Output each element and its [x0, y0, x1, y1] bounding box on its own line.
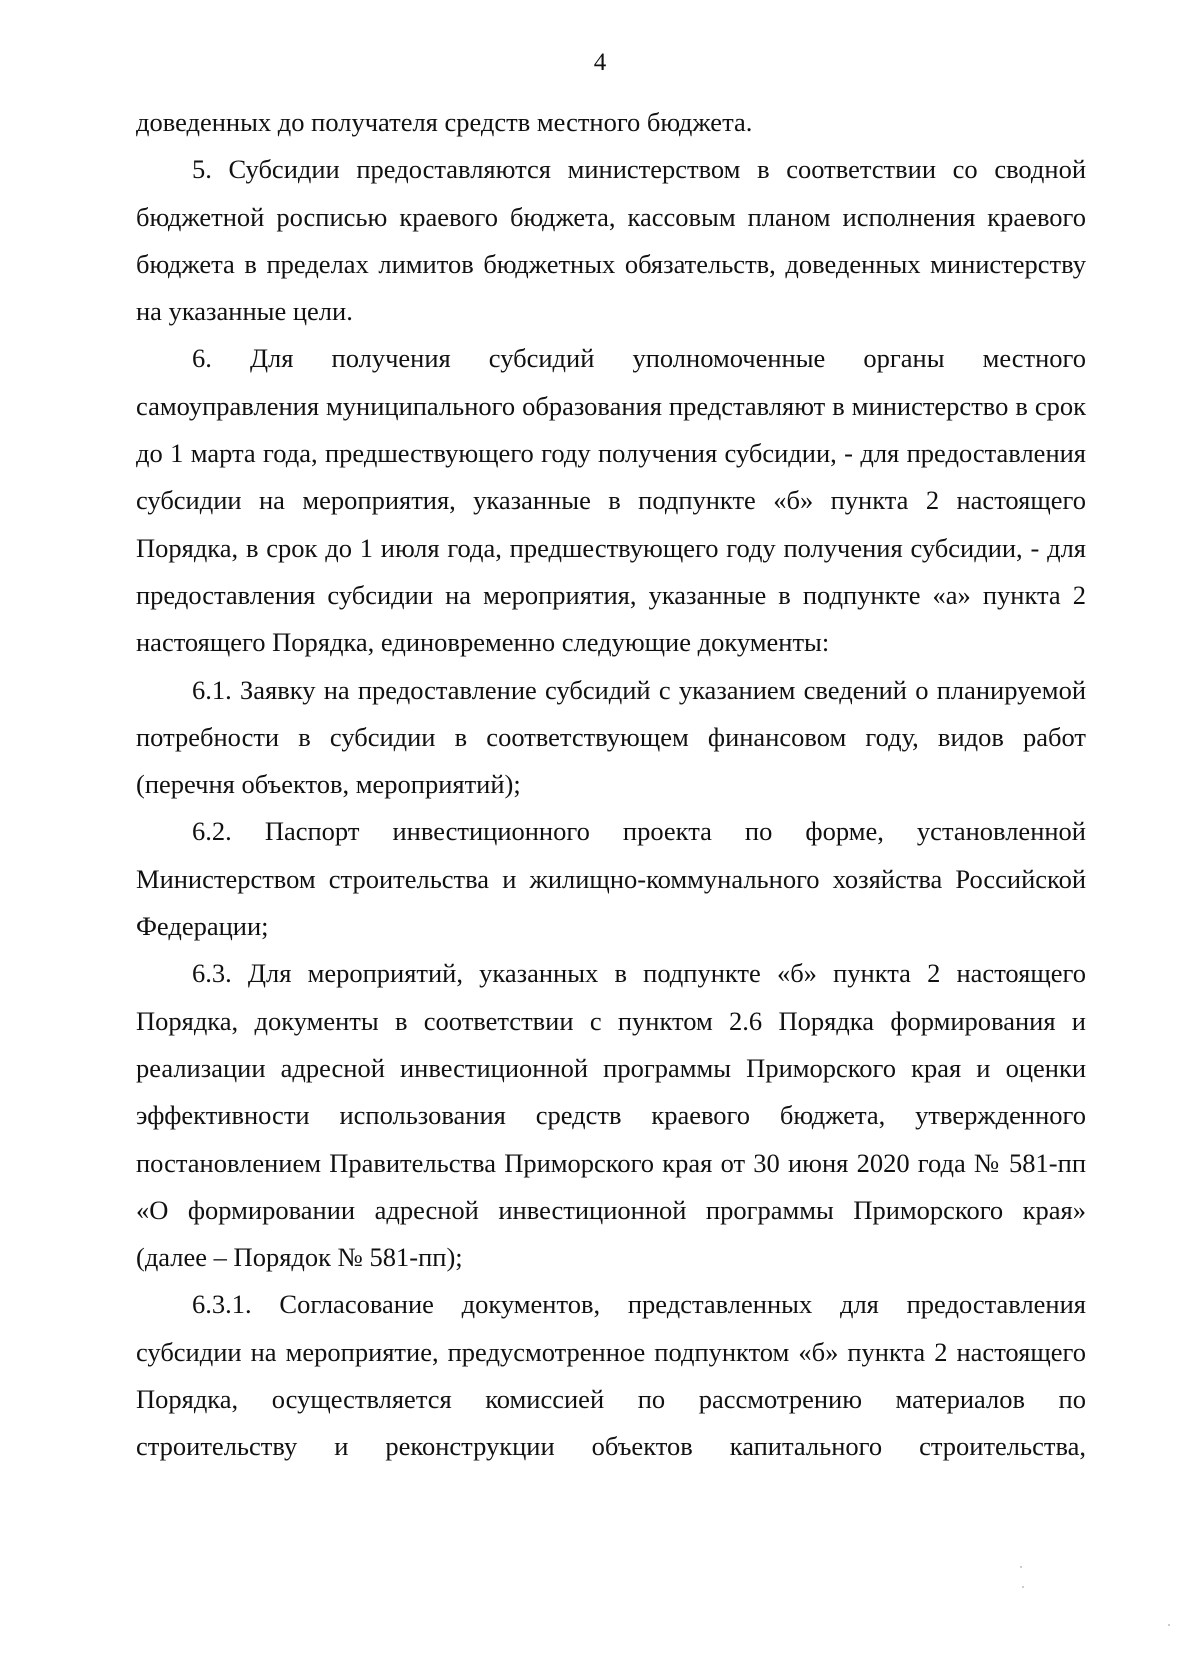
document-body: [136, 99, 1086, 1471]
page-number: 4: [593, 49, 607, 76]
scan-speck: [1020, 1566, 1022, 1568]
paragraph-5: 5. Субсидии предоставляются министерством в соответствии со сводной бюджетной росписью краевого бюджета, кассовым планом исполнения краевого бюджета в пределах лимитов бюджетных обязательств, доведенных министерству на указанные цели.: [136, 154, 1086, 327]
paragraph-continuation: доведенных до получателя средств местного бюджета.: [136, 107, 753, 137]
paragraph-6-2: 6.2. Паспорт инвестиционного проекта по форме, установленной Министерством строительства и жилищно-коммунального хозяйства Российской Федерации;: [136, 816, 1086, 942]
scan-speck: [1022, 1586, 1024, 1588]
scan-speck: [1168, 1624, 1170, 1626]
paragraph-6-3-1: 6.3.1. Согласование документов, представленных для предоставления субсидии на мероприятие, предусмотренное подпунктом «б» пункта 2 настоящего Порядка, осуществляется комиссией по рассмотрению материалов по строительству и реконструкции объектов капитального строительства,: [136, 1289, 1086, 1462]
paragraph-6: 6. Для получения субсидий уполномоченные органы местного самоуправления муниципального образования представляют в министерство в срок до 1 марта года, предшествующего году получения субсидии, - для предоставления субсидии на мероприятия, указанные в подпункте «б» пункта 2 настоящего Порядка, в срок до 1 июля года, предшествующего году получения субсидии, - для предоставления субсидии на мероприятия, указанные в подпункте «а» пункта 2 настоящего Порядка, единовременно следующие документы:: [136, 343, 1086, 658]
paragraph-6-1: 6.1. Заявку на предоставление субсидий с указанием сведений о планируемой потребности в субсидии в соответствующем финансовом году, видов работ (перечня объектов, мероприятий);: [136, 674, 1086, 800]
paragraph-6-3: 6.3. Для мероприятий, указанных в подпункте «б» пункта 2 настоящего Порядка, документы в соответствии с пунктом 2.6 Порядка формирования и реализации адресной инвестиционной программы Приморского края и оценки эффективности использования средств краевого бюджета, утвержденного постановлением Правительства Приморского края от 30 июня 2020 года № 581-пп «О формировании адресной инвестиционной программы Приморского края» (далее – Порядок № 581-пп);: [136, 958, 1086, 1273]
